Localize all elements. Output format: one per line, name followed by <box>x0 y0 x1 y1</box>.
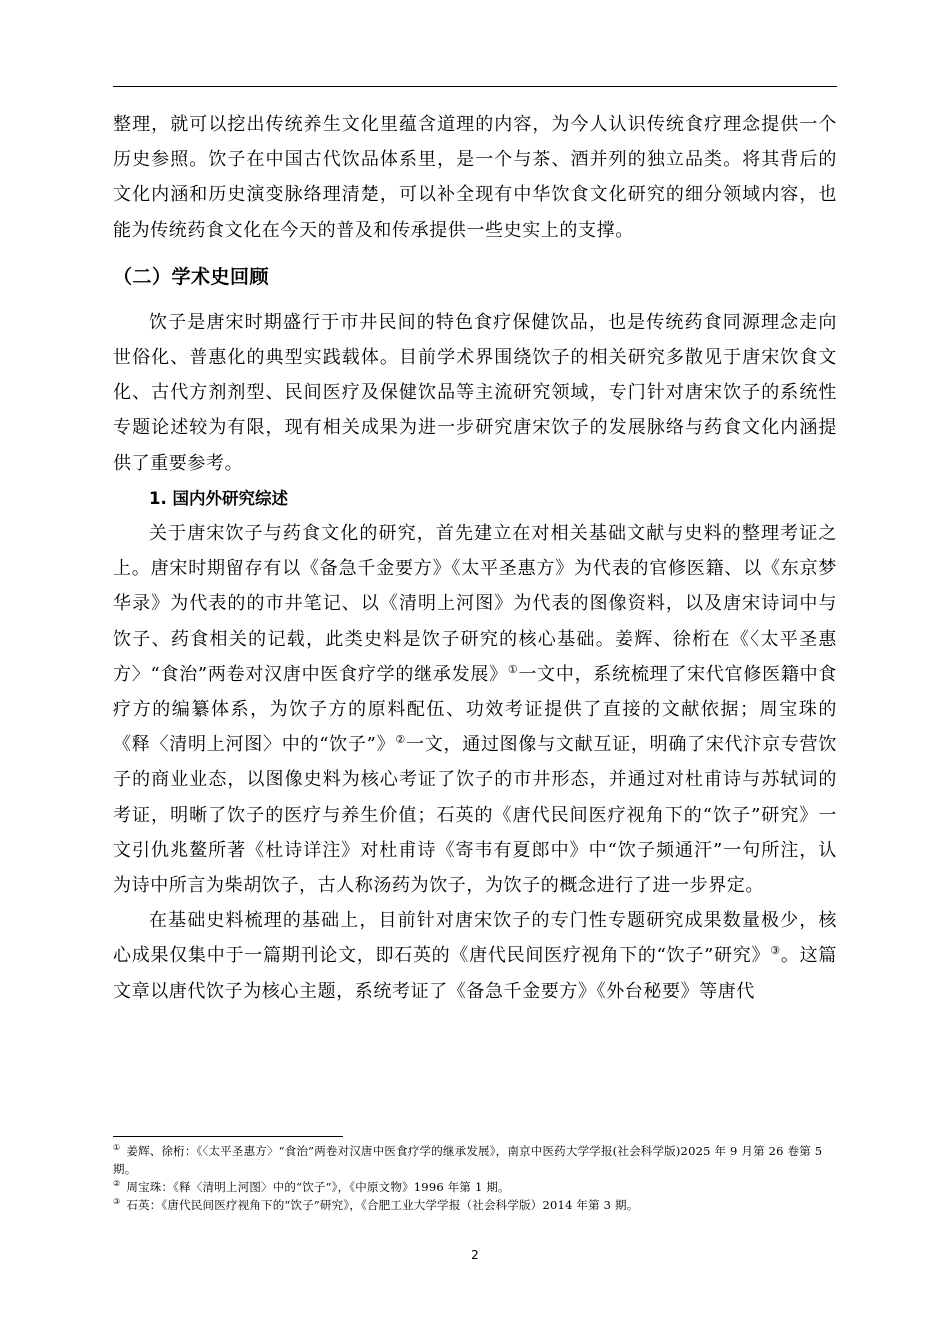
footnote-1-text: 姜辉、徐桁：《〈太平圣惠方〉“食治”两卷对汉唐中医食疗学的继承发展》，南京中医药大学学报(社会科学版)2025 年 9 月第 26 卷第 5 期。 <box>113 1144 823 1176</box>
paragraph-specialized-research <box>113 903 837 1009</box>
special-text-part1: 在基础史料梳理的基础上，目前针对唐宋饮子的专门性专题研究成果数量极少，核心成果仅集中于一篇期刊论文，即石英的《唐代民间医疗视角下的“饮子”研究》 <box>113 910 837 967</box>
footnote-2 <box>113 1178 837 1196</box>
review-text-part2: 一文中，系统梳理了宋代官修医籍中食疗方的编纂体系，为饮子方的原料配伍、功效考证提供了直接的文献依据；周宝珠的《释〈清明上河图〉中的“饮子”》 <box>113 663 837 756</box>
footnote-ref-3[interactable]: ③ <box>770 944 781 958</box>
subsection-heading: 1. 国内外研究综述 <box>149 488 288 508</box>
footnote-3-text: 石英：《唐代民间医疗视角下的“饮子”研究》，《合肥工业大学学报（社会科学版）2014 年第 3 期。 <box>126 1198 639 1212</box>
special-text-part2: 。这篇文章以唐代饮子为核心主题，系统考证了《备急千金要方》《外台秘要》等唐代 <box>113 945 837 1002</box>
paragraph-intro-continuation: 整理，就可以挖出传统养生文化里蕴含道理的内容，为今人认识传统食疗理念提供一个历史参照。饮子在中国古代饮品体系里，是一个与茶、酒并列的独立品类。将其背后的文化内涵和历史演变脉络理清楚，可以补全现有中华饮食文化研究的细分领域内容，也能为传统药食文化在今天的普及和传承提供一些史实上的支撑。 <box>113 114 837 241</box>
footnote-2-text: 周宝珠：《释〈清明上河图〉中的“饮子”》，《中原文物》1996 年第 1 期。 <box>126 1180 510 1194</box>
main-body <box>113 107 837 1009</box>
paragraph-overview: 饮子是唐宋时期盛行于市井民间的特色食疗保健饮品，也是传统药食同源理念走向世俗化、普惠化的典型实践载体。目前学术界围绕饮子的相关研究多散见于唐宋饮食文化、古代方剂剂型、民间医疗及保健饮品等主流研究领域，专门针对唐宋饮子的系统性专题论述较为有限，现有相关成果为进一步研究唐宋饮子的发展脉络与药食文化内涵提供了重要参考。 <box>113 311 837 474</box>
footnote-2-mark: ② <box>113 1179 121 1189</box>
footnote-3-mark: ③ <box>113 1197 121 1207</box>
footnote-ref-2[interactable]: ② <box>395 733 406 747</box>
footnote-1 <box>113 1142 837 1178</box>
footnote-ref-1[interactable]: ① <box>507 662 519 676</box>
paragraph-literature-review <box>113 516 837 903</box>
footnote-separator <box>113 1136 343 1137</box>
footnote-3 <box>113 1196 837 1214</box>
footnote-1-mark: ① <box>113 1143 121 1153</box>
review-text-part3: 一文，通过图像与文献互证，明确了宋代汴京专营饮子的商业业态，以图像史料为核心考证了饮子的市井形态，并通过对杜甫诗与苏轼词的考证，明晰了饮子的医疗与养生价值；石英的《唐代民间医疗视角下的“饮子”研究》一文引仇兆鳌所著《杜诗详注》对杜甫诗《寄韦有夏郎中》中“饮子频通汗”一句所注，认为诗中所言为柴胡饮子，古人称汤药为饮子，为饮子的概念进行了进一步界定。 <box>113 734 837 897</box>
section-heading: （二）学术史回顾 <box>113 265 270 288</box>
footnotes <box>113 1142 837 1214</box>
review-text-part1: 关于唐宋饮子与药食文化的研究，首先建立在对相关基础文献与史料的整理考证之上。唐宋时期留存有以《备急千金要方》《太平圣惠方》为代表的官修医籍、以《东京梦华录》为代表的的市井笔记、以《清明上河图》为代表的图像资料，以及唐宋诗词中与饮子、药食相关的记载，此类史料是饮子研究的核心基础。姜辉、徐桁在《〈太平圣惠方〉“食治”两卷对汉唐中医食疗学的继承发展》 <box>113 523 837 685</box>
page-number: 2 <box>471 1248 479 1262</box>
header-rule <box>113 86 837 87</box>
